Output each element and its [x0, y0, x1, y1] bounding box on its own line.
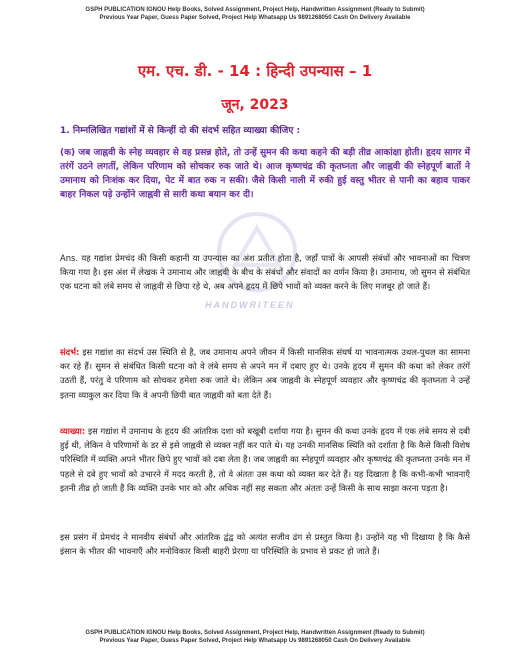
- answer-paragraph: [60, 251, 470, 294]
- question-heading: 1. निम्नलिखित गद्यांशों में से किन्हीं दो की संदर्भ सहित व्याख्या कीजिए :: [60, 126, 301, 136]
- watermark-text: HANDWRITEEN: [205, 300, 295, 310]
- header-line-1: GSPH PUBLICATION IGNOU Help Books, Solved Assignment, Project Help, Handwritten Assignment (Ready to Submit): [85, 7, 425, 13]
- header-line-2: Previous Year Paper, Guess Paper Solved, Project Help Whatsapp Us 9891268050 Cash On Delivery Available: [99, 15, 411, 21]
- explanation-label: व्याख्या:: [60, 426, 86, 436]
- explanation-paragraph: [60, 424, 470, 495]
- conclusion-paragraph: इस प्रसंग में प्रेमचंद ने मानवीय संबंधों और आंतरिक द्वंद्व को अत्यंत सजीव ढंग से प्रस्तुत किया है। उन्होंने यह भी दिखाया है कि कैसे इंसान के भीतर की भावनाएँ और मनोविकार किसी बाहरी प्रेरणा या परिस्थिति के प्रभाव से प्रकट हो जाते हैं।: [60, 532, 470, 557]
- context-text: इस गद्यांश का संदर्भ उस स्थिति से है, जब उमानाथ अपने जीवन में किसी मानसिक संघर्ष या भावनात्मक उथल-पुथल का सामना कर रहे हैं। सुमन से संबंधित किसी घटना को वे लंबे समय से अपने मन में दबाए हुए थे। उनके हृदय में सुमन की कथा को लेकर तरंगें उठती हैं, परंतु वे परिणाम को सोचकर हमेशा रुक जाते थे। लेकिन अब जाह्नवी के स्नेहपूर्ण व्यवहार और कृष्णचंद्र की कृतघ्नता ने उन्हें इतना व्याकुल कर दिया कि वे अपनी छिपी बात जाह्नवी को बता देते हैं।: [60, 347, 471, 400]
- exam-date: जून, 2023: [221, 97, 289, 113]
- context-paragraph: [60, 345, 470, 402]
- page-header: [10, 6, 500, 22]
- footer-line-2: Previous Year Paper, Guess Paper Solved, Project Help Whatsapp Us 9891268050 Cash On Delivery Available: [99, 638, 411, 644]
- answer-label: Ans.: [60, 253, 79, 263]
- page-footer: [10, 629, 500, 645]
- answer-text: यह गद्यांश प्रेमचंद की किसी कहानी या उपन्यास का अंश प्रतीत होता है, जहाँ पात्रों के आपसी संबंधों और भावनाओं का चित्रण किया गया है। इस अंश में लेखक ने उमानाथ और जाह्नवी के बीच के संबंधों और संवादों का वर्णन किया है। उमानाथ, जो सुमन से संबंधित एक घटना को लंबे समय से जाह्नवी से छिपा रहे थे, अब अपने हृदय में छिपे भावों को व्यक्त करने के लिए मजबूर हो जाते हैं।: [60, 253, 470, 292]
- question-passage: (क) जब जाह्नवी के स्नेह व्यवहार से वह प्रसन्न होते, तो उन्हें सुमन की कथा कहने की बड़ी तीव्र आकांक्षा होती। हृदय सागर में तरंगें उठने लगतीं, लेकिन परिणाम को सोचकर रुक जाते थे। आज कृष्णचंद्र की कृतघ्नता और जाह्नवी की स्नेहपूर्ण बातों ने उमानाथ को निःशंक कर दिया, पेट में बात रुक न सकी। जैसे किसी नाली में रुकी हुई वस्तु भीतर से पानी का बहाव पाकर बाहर निकल पड़े उन्होंने जाह्नवी से सारी कथा बयान कर दी।: [60, 148, 470, 200]
- footer-line-1: GSPH PUBLICATION IGNOU Help Books, Solved Assignment, Project Help, Handwritten Assignment (Ready to Submit): [85, 630, 425, 636]
- page-title: एम. एच. डी. - 14 : हिन्दी उपन्यास – 1: [137, 62, 373, 80]
- context-label: संदर्भ:: [60, 347, 80, 357]
- explanation-text: इस गद्यांश में उमानाथ के हृदय की आंतरिक दशा को बखूबी दर्शाया गया है। सुमन की कथा उनके हृदय में एक लंबे समय से दबी हुई थी, लेकिन वे परिणामों के डर से इसे जाह्नवी से व्यक्त नहीं कर पाते थे। यह उनकी मानसिक स्थिति को दर्शाता है कि कैसे किसी विशेष परिस्थिति में व्यक्ति अपने भीतर छिपे हुए भावों को दबा लेता है। जब जाह्नवी का स्नेहपूर्ण व्यवहार और कृष्णचंद्र की कृतघ्नता उनके मन में पहले से दबे हुए भावों को उभारने में मदद करती है, तो वे अंततः उस कथा को व्यक्त कर देते हैं। यह दिखाता है कि कभी-कभी भावनाएँ इतनी तीव्र हो जाती हैं कि व्यक्ति उनके भार को और अधिक नहीं सह सकता और अंततः उन्हें किसी के साथ साझा करना पड़ता है।: [60, 426, 470, 493]
